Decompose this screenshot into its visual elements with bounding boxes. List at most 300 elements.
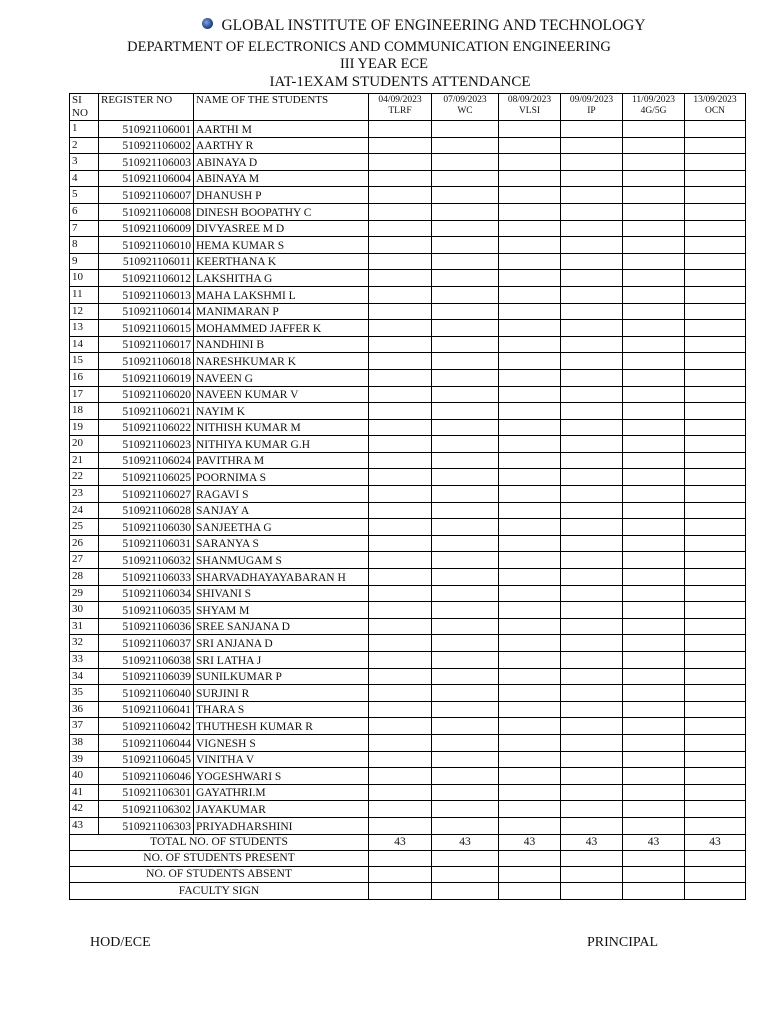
student-name-cell: POORNIMA S: [194, 469, 369, 486]
sign-cell: [369, 883, 432, 899]
attendance-cell: [561, 652, 623, 669]
register-no-cell: 510921106010: [99, 237, 194, 254]
attendance-cell: [369, 220, 432, 237]
register-no-cell: 510921106002: [99, 137, 194, 154]
attendance-cell: [369, 469, 432, 486]
attendance-cell: [369, 635, 432, 652]
sl-no-cell: 10: [70, 270, 99, 287]
attendance-cell: [623, 170, 685, 187]
attendance-cell: [499, 220, 561, 237]
attendance-cell: [685, 685, 746, 702]
header-student-name: NAME OF THE STUDENTS: [194, 94, 369, 121]
table-row: [70, 303, 746, 320]
attendance-cell: [623, 237, 685, 254]
department-title: DEPARTMENT OF ELECTRONICS AND COMMUNICATION ENGINEERING: [127, 39, 611, 55]
sl-no-cell: 7: [70, 220, 99, 237]
attendance-cell: [432, 436, 499, 453]
table-row: [70, 220, 746, 237]
attendance-cell: [499, 203, 561, 220]
attendance-cell: [432, 552, 499, 569]
attendance-cell: [685, 154, 746, 171]
absent-cell: [432, 867, 499, 883]
attendance-cell: [623, 452, 685, 469]
attendance-cell: [499, 137, 561, 154]
student-name-cell: MANIMARAN P: [194, 303, 369, 320]
sl-no-cell: 19: [70, 419, 99, 436]
attendance-cell: [369, 154, 432, 171]
table-row: [70, 253, 746, 270]
attendance-cell: [623, 419, 685, 436]
attendance-cell: [432, 701, 499, 718]
attendance-cell: [623, 403, 685, 420]
table-row: [70, 751, 746, 768]
attendance-cell: [623, 154, 685, 171]
table-row: [70, 552, 746, 569]
student-name-cell: THARA S: [194, 701, 369, 718]
attendance-cell: [499, 469, 561, 486]
attendance-cell: [432, 203, 499, 220]
attendance-cell: [685, 419, 746, 436]
sl-no-cell: 11: [70, 286, 99, 303]
attendance-cell: [623, 286, 685, 303]
sl-no-cell: 22: [70, 469, 99, 486]
attendance-cell: [369, 369, 432, 386]
student-name-cell: NAVEEN KUMAR V: [194, 386, 369, 403]
table-row: [70, 469, 746, 486]
present-cell: [369, 850, 432, 866]
sl-no-cell: 12: [70, 303, 99, 320]
student-name-cell: SANJAY A: [194, 502, 369, 519]
attendance-cell: [561, 469, 623, 486]
attendance-cell: [499, 569, 561, 586]
attendance-cell: [623, 486, 685, 503]
register-no-cell: 510921106040: [99, 685, 194, 702]
present-students-label: NO. OF STUDENTS PRESENT: [70, 850, 369, 866]
table-row: [70, 286, 746, 303]
attendance-cell: [623, 270, 685, 287]
student-name-cell: LAKSHITHA G: [194, 270, 369, 287]
attendance-cell: [685, 502, 746, 519]
attendance-cell: [685, 652, 746, 669]
attendance-cell: [369, 701, 432, 718]
absent-cell: [369, 867, 432, 883]
attendance-cell: [499, 286, 561, 303]
attendance-cell: [499, 170, 561, 187]
attendance-cell: [685, 552, 746, 569]
attendance-cell: [561, 718, 623, 735]
total-value: 43: [623, 834, 685, 850]
attendance-cell: [561, 801, 623, 818]
attendance-cell: [369, 486, 432, 503]
attendance-cell: [623, 353, 685, 370]
attendance-cell: [499, 801, 561, 818]
student-name-cell: RAGAVI S: [194, 486, 369, 503]
attendance-cell: [369, 137, 432, 154]
attendance-cell: [561, 552, 623, 569]
student-name-cell: SHANMUGAM S: [194, 552, 369, 569]
attendance-cell: [623, 652, 685, 669]
attendance-cell: [685, 137, 746, 154]
attendance-cell: [432, 403, 499, 420]
attendance-cell: [369, 569, 432, 586]
attendance-cell: [432, 353, 499, 370]
absent-cell: [623, 867, 685, 883]
register-no-cell: 510921106030: [99, 519, 194, 536]
attendance-cell: [499, 817, 561, 834]
register-no-cell: 510921106001: [99, 121, 194, 138]
attendance-cell: [499, 253, 561, 270]
attendance-cell: [685, 270, 746, 287]
attendance-cell: [623, 436, 685, 453]
present-cell: [623, 850, 685, 866]
attendance-cell: [685, 469, 746, 486]
header-exam-3: 08/09/2023 VLSI: [499, 94, 561, 121]
table-row: [70, 652, 746, 669]
total-value: 43: [685, 834, 746, 850]
attendance-cell: [432, 253, 499, 270]
attendance-cell: [432, 635, 499, 652]
table-row: [70, 502, 746, 519]
attendance-cell: [432, 652, 499, 669]
attendance-cell: [499, 668, 561, 685]
student-name-cell: SHARVADHAYAYABARAN H: [194, 569, 369, 586]
table-row: [70, 187, 746, 204]
attendance-cell: [432, 170, 499, 187]
student-name-cell: PRIYADHARSHINI: [194, 817, 369, 834]
register-no-cell: 510921106037: [99, 635, 194, 652]
table-row: [70, 801, 746, 818]
attendance-cell: [369, 303, 432, 320]
absent-cell: [685, 867, 746, 883]
attendance-cell: [369, 336, 432, 353]
attendance-cell: [561, 701, 623, 718]
student-name-cell: YOGESHWARI S: [194, 768, 369, 785]
student-name-cell: NITHISH KUMAR M: [194, 419, 369, 436]
attendance-cell: [685, 286, 746, 303]
sl-no-cell: 13: [70, 320, 99, 337]
register-no-cell: 510921106303: [99, 817, 194, 834]
table-row: [70, 403, 746, 420]
attendance-cell: [369, 253, 432, 270]
register-no-cell: 510921106042: [99, 718, 194, 735]
sl-no-cell: 32: [70, 635, 99, 652]
attendance-cell: [623, 303, 685, 320]
attendance-cell: [561, 436, 623, 453]
attendance-cell: [432, 121, 499, 138]
attendance-cell: [623, 203, 685, 220]
student-name-cell: THUTHESH KUMAR R: [194, 718, 369, 735]
attendance-cell: [499, 303, 561, 320]
attendance-cell: [432, 602, 499, 619]
sl-no-cell: 18: [70, 403, 99, 420]
attendance-cell: [499, 403, 561, 420]
attendance-cell: [432, 469, 499, 486]
attendance-cell: [561, 137, 623, 154]
attendance-cell: [369, 718, 432, 735]
header-exam-6: 13/09/2023 OCN: [685, 94, 746, 121]
attendance-cell: [685, 237, 746, 254]
register-no-cell: 510921106021: [99, 403, 194, 420]
register-no-cell: 510921106019: [99, 369, 194, 386]
attendance-cell: [369, 817, 432, 834]
attendance-cell: [685, 303, 746, 320]
attendance-cell: [499, 635, 561, 652]
attendance-cell: [561, 751, 623, 768]
attendance-cell: [369, 535, 432, 552]
table-row: [70, 535, 746, 552]
attendance-cell: [432, 154, 499, 171]
student-name-cell: SURJINI R: [194, 685, 369, 702]
attendance-cell: [685, 170, 746, 187]
header-register-no: REGISTER NO: [99, 94, 194, 121]
sl-no-cell: 5: [70, 187, 99, 204]
attendance-cell: [623, 253, 685, 270]
attendance-cell: [499, 486, 561, 503]
attendance-cell: [561, 452, 623, 469]
attendance-cell: [432, 535, 499, 552]
student-name-cell: PAVITHRA M: [194, 452, 369, 469]
attendance-cell: [623, 784, 685, 801]
student-name-cell: SANJEETHA G: [194, 519, 369, 536]
attendance-cell: [499, 386, 561, 403]
attendance-cell: [432, 286, 499, 303]
absent-cell: [499, 867, 561, 883]
table-header-row: [70, 94, 746, 121]
attendance-cell: [561, 784, 623, 801]
student-name-cell: AARTHI M: [194, 121, 369, 138]
register-no-cell: 510921106032: [99, 552, 194, 569]
attendance-cell: [623, 668, 685, 685]
attendance-cell: [685, 569, 746, 586]
attendance-cell: [623, 718, 685, 735]
absent-students-label: NO. OF STUDENTS ABSENT: [70, 867, 369, 883]
student-name-cell: VINITHA V: [194, 751, 369, 768]
attendance-cell: [623, 751, 685, 768]
table-row: [70, 386, 746, 403]
attendance-cell: [369, 618, 432, 635]
attendance-cell: [499, 121, 561, 138]
student-name-cell: JAYAKUMAR: [194, 801, 369, 818]
register-no-cell: 510921106046: [99, 768, 194, 785]
sl-no-cell: 41: [70, 784, 99, 801]
attendance-cell: [685, 618, 746, 635]
attendance-cell: [369, 403, 432, 420]
register-no-cell: 510921106036: [99, 618, 194, 635]
attendance-cell: [561, 768, 623, 785]
header-exam-2: 07/09/2023 WC: [432, 94, 499, 121]
attendance-cell: [561, 203, 623, 220]
attendance-cell: [432, 419, 499, 436]
attendance-cell: [499, 701, 561, 718]
faculty-sign-label: FACULTY SIGN: [70, 883, 369, 899]
sign-cell: [561, 883, 623, 899]
table-row: [70, 320, 746, 337]
attendance-cell: [369, 320, 432, 337]
table-row: [70, 486, 746, 503]
attendance-cell: [561, 618, 623, 635]
attendance-cell: [369, 286, 432, 303]
sl-no-cell: 25: [70, 519, 99, 536]
attendance-cell: [561, 502, 623, 519]
attendance-cell: [561, 170, 623, 187]
attendance-cell: [623, 701, 685, 718]
table-row: [70, 618, 746, 635]
attendance-cell: [432, 486, 499, 503]
attendance-cell: [369, 602, 432, 619]
table-row: [70, 452, 746, 469]
header-exam-4: 09/09/2023 IP: [561, 94, 623, 121]
sl-no-cell: 33: [70, 652, 99, 669]
sl-no-cell: 38: [70, 734, 99, 751]
attendance-cell: [623, 535, 685, 552]
present-cell: [685, 850, 746, 866]
attendance-cell: [561, 602, 623, 619]
sl-no-cell: 37: [70, 718, 99, 735]
table-row: [70, 336, 746, 353]
register-no-cell: 510921106020: [99, 386, 194, 403]
table-row: [70, 121, 746, 138]
attendance-cell: [432, 336, 499, 353]
attendance-cell: [369, 751, 432, 768]
total-students-label: TOTAL NO. OF STUDENTS: [70, 834, 369, 850]
student-rows: [70, 121, 746, 835]
institute-title: [0, 18, 768, 34]
student-name-cell: MOHAMMED JAFFER K: [194, 320, 369, 337]
table-row: [70, 668, 746, 685]
table-row: [70, 701, 746, 718]
attendance-cell: [623, 685, 685, 702]
table-row: [70, 270, 746, 287]
attendance-cell: [561, 187, 623, 204]
register-no-cell: 510921106013: [99, 286, 194, 303]
table-row: [70, 585, 746, 602]
attendance-cell: [432, 220, 499, 237]
attendance-cell: [561, 320, 623, 337]
attendance-cell: [432, 585, 499, 602]
student-name-cell: AARTHY R: [194, 137, 369, 154]
total-value: 43: [499, 834, 561, 850]
attendance-cell: [432, 452, 499, 469]
attendance-cell: [623, 220, 685, 237]
attendance-cell: [685, 768, 746, 785]
attendance-cell: [499, 154, 561, 171]
attendance-cell: [432, 502, 499, 519]
attendance-cell: [432, 303, 499, 320]
sign-cell: [685, 883, 746, 899]
attendance-cell: [623, 585, 685, 602]
table-row: [70, 784, 746, 801]
attendance-cell: [623, 618, 685, 635]
absent-students-row: [70, 867, 746, 883]
register-no-cell: 510921106004: [99, 170, 194, 187]
attendance-cell: [432, 386, 499, 403]
sl-no-cell: 35: [70, 685, 99, 702]
sl-no-cell: 28: [70, 569, 99, 586]
attendance-cell: [561, 369, 623, 386]
student-name-cell: GAYATHRI.M: [194, 784, 369, 801]
attendance-cell: [432, 718, 499, 735]
attendance-cell: [685, 320, 746, 337]
attendance-cell: [561, 585, 623, 602]
student-name-cell: SRI LATHA J: [194, 652, 369, 669]
sl-no-cell: 4: [70, 170, 99, 187]
attendance-cell: [685, 668, 746, 685]
student-name-cell: VIGNESH S: [194, 734, 369, 751]
attendance-cell: [499, 187, 561, 204]
sign-cell: [623, 883, 685, 899]
attendance-cell: [432, 320, 499, 337]
register-no-cell: 510921106009: [99, 220, 194, 237]
attendance-cell: [685, 336, 746, 353]
attendance-cell: [623, 469, 685, 486]
attendance-cell: [685, 353, 746, 370]
attendance-cell: [369, 502, 432, 519]
attendance-cell: [369, 801, 432, 818]
attendance-cell: [685, 734, 746, 751]
attendance-cell: [561, 668, 623, 685]
register-no-cell: 510921106012: [99, 270, 194, 287]
attendance-cell: [432, 734, 499, 751]
attendance-cell: [432, 784, 499, 801]
register-no-cell: 510921106035: [99, 602, 194, 619]
register-no-cell: 510921106011: [99, 253, 194, 270]
sl-no-cell: 3: [70, 154, 99, 171]
attendance-cell: [499, 237, 561, 254]
attendance-cell: [499, 602, 561, 619]
attendance-cell: [623, 187, 685, 204]
table-row: [70, 519, 746, 536]
table-row: [70, 718, 746, 735]
attendance-cell: [561, 121, 623, 138]
register-no-cell: 510921106015: [99, 320, 194, 337]
total-students-row: [70, 834, 746, 850]
attendance-cell: [499, 718, 561, 735]
attendance-cell: [369, 436, 432, 453]
attendance-cell: [432, 668, 499, 685]
attendance-cell: [623, 369, 685, 386]
attendance-cell: [623, 817, 685, 834]
register-no-cell: 510921106039: [99, 668, 194, 685]
attendance-cell: [623, 552, 685, 569]
total-value: 43: [561, 834, 623, 850]
attendance-cell: [561, 286, 623, 303]
student-name-cell: DHANUSH P: [194, 187, 369, 204]
register-no-cell: 510921106031: [99, 535, 194, 552]
attendance-cell: [561, 734, 623, 751]
register-no-cell: 510921106018: [99, 353, 194, 370]
table-row: [70, 635, 746, 652]
student-name-cell: HEMA KUMAR S: [194, 237, 369, 254]
sl-no-cell: 2: [70, 137, 99, 154]
student-name-cell: ABINAYA D: [194, 154, 369, 171]
sl-no-cell: 36: [70, 701, 99, 718]
attendance-cell: [561, 817, 623, 834]
student-name-cell: DIVYASREE M D: [194, 220, 369, 237]
sl-no-cell: 40: [70, 768, 99, 785]
sl-no-cell: 39: [70, 751, 99, 768]
table-row: [70, 817, 746, 834]
register-no-cell: 510921106024: [99, 452, 194, 469]
attendance-cell: [369, 585, 432, 602]
attendance-cell: [561, 237, 623, 254]
attendance-cell: [369, 419, 432, 436]
table-row: [70, 154, 746, 171]
attendance-cell: [623, 768, 685, 785]
attendance-cell: [369, 452, 432, 469]
attendance-cell: [561, 569, 623, 586]
attendance-cell: [685, 386, 746, 403]
register-no-cell: 510921106038: [99, 652, 194, 669]
